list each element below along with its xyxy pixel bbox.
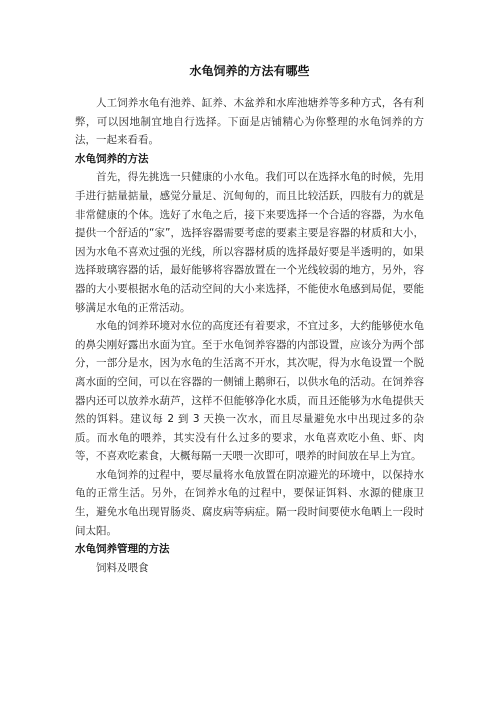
body-paragraph: 首先，得先挑选一只健康的小水龟。我们可以在选择水龟的时候，先用手进行掂量掂量，感觉分量足、沉甸甸的，而且比较活跃，四肢有力的就是非常健康的个体。选好了水龟之后，接下来要选择一个合适的容器，为水龟提供一个舒适的“家”，选择容器需要考虑的要素主要是容器的材质和大小，因为水龟不喜欢过强的光线，所以容器材质的选择最好要是半透明的，如果选择玻璃容器的话，最好能够将容器放置在一个光线较弱的地方，另外，容器的大小要根据水龟的活动空间的大小来选择，不能使水龟感到局促，要能够满足水龟的正常活动。 xyxy=(75,171,424,314)
section-heading-management-methods: 水龟饲养管理的方法 xyxy=(75,543,170,556)
document-title: 水龟饲养的方法有哪些 xyxy=(189,64,310,78)
subsection-item: 饲料及喂食 xyxy=(96,561,149,574)
body-paragraph: 水龟饲养的过程中，要尽量将水龟放置在阴凉避光的环境中，以保持水龟的正常生活。另外，在饲养水龟的过程中，要保证饵料、水源的健康卫生，避免水龟出现胃肠炎、腐皮病等病症。隔一段时间要使水龟晒上一段时间太阳。 xyxy=(75,468,424,537)
body-paragraph: 水龟的饲养环境对水位的高度还有着要求，不宜过多，大约能够使水龟的鼻尖刚好露出水面为宜。至于水龟饲养容器的内部设置，应该分为两个部分，一部分是水，因为水龟的生活离不开水，其次呢，得为水龟设置一个脱离水面的空间，可以在容器的一侧铺上鹅卵石，以供水龟的活动。在饲养容器内还可以放养水葫芦，这样不但能够净化水质，而且还能够为水龟提供天然的饵料。建议每 2 到 3 天换一次水，而且尽量避免水中出现过多的杂质。而水龟的喂养，其实没有什么过多的要求，水龟喜欢吃小鱼、虾、肉等，不喜欢吃素食，大概每隔一天喂一次即可，喂养的时间放在早上为宜。 xyxy=(75,320,424,463)
section-heading-feeding-methods: 水龟饲养的方法 xyxy=(75,152,149,165)
intro-paragraph: 人工饲养水龟有池养、缸养、木盆养和水库池塘养等多种方式，各有利弊，可以因地制宜地自行选择。下面是店铺精心为你整理的水龟饲养的方法，一起来看看。 xyxy=(75,97,424,147)
